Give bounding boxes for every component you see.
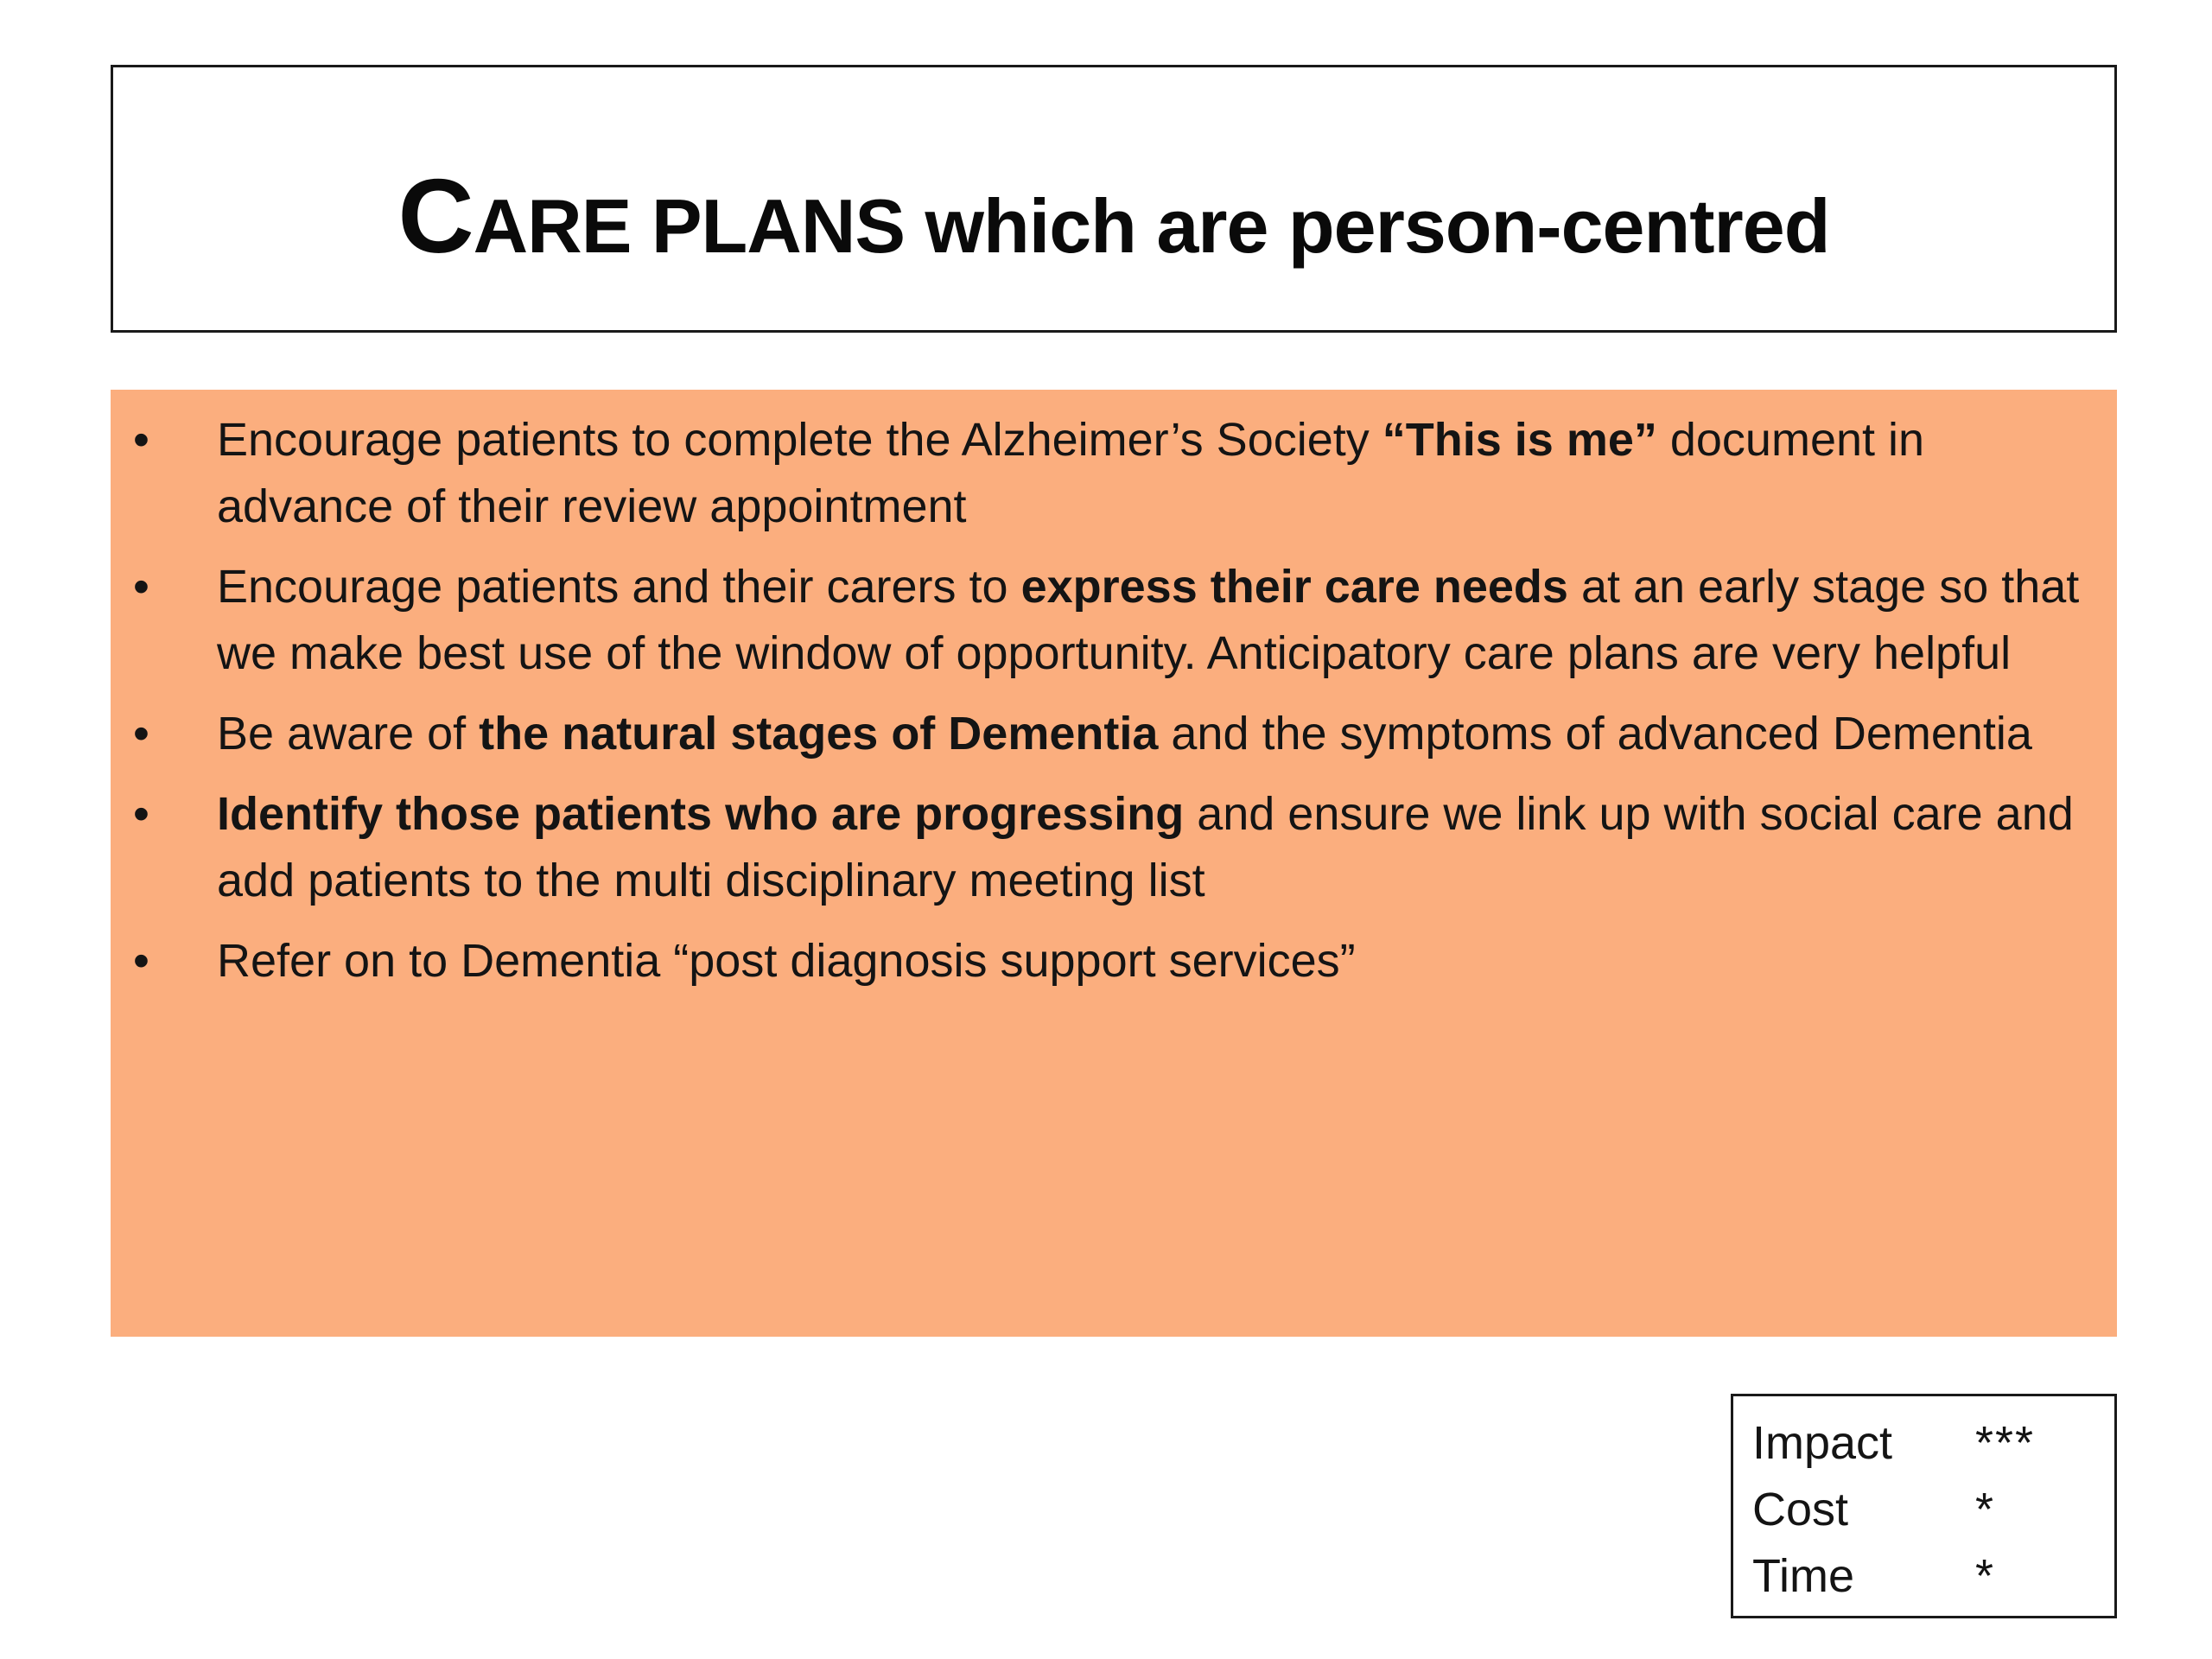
slide-title [397, 156, 1829, 276]
bullet-emphasis: “This is me” [1382, 414, 1657, 466]
bullet-icon: • [133, 561, 149, 613]
bullet-text: document in advance of their review appointment [217, 414, 1925, 532]
bullet-emphasis: the natural stages of Dementia [479, 708, 1159, 760]
bullet-item [111, 781, 2096, 914]
bullet-item [111, 407, 2096, 540]
title-rest: ARE PLANS which are person-centred [473, 183, 1830, 269]
rating-label: Impact [1752, 1417, 1893, 1469]
bullet-text: and the symptoms of advanced Dementia [1158, 708, 2032, 760]
bullet-item [111, 928, 2096, 995]
bullet-text: at an early stage so that we make best use of the window of opportunity. Anticipatory care plans are very helpful [217, 561, 2080, 679]
title-box [111, 65, 2117, 333]
bullet-emphasis: express their care needs [1020, 561, 1568, 613]
bullet-icon: • [133, 708, 149, 760]
bullet-icon: • [133, 788, 149, 840]
bullet-text: Encourage patients to complete the Alzheimer’s Society [217, 414, 1382, 466]
bullet-emphasis: Identify those patients who are progressing [217, 788, 1185, 840]
content-panel [111, 390, 2117, 1337]
bullet-item [111, 554, 2096, 687]
rating-label: Cost [1752, 1484, 1849, 1535]
bullet-text: and ensure we link up with social care and add patients to the multi disciplinary meeting list [217, 788, 2074, 906]
rating-box [1731, 1394, 2117, 1618]
title-first-letter: C [397, 157, 474, 275]
bullet-icon: • [133, 935, 149, 987]
rating-stars: * [1975, 1550, 1996, 1602]
bullet-list [111, 407, 2096, 995]
rating-row-impact [1752, 1410, 2114, 1477]
rating-stars: * [1975, 1484, 1996, 1535]
rating-label: Time [1752, 1550, 1854, 1602]
bullet-text: Encourage patients and their carers to [217, 561, 1021, 613]
bullet-text: Refer on to Dementia “post diagnosis support services” [217, 935, 1356, 987]
bullet-icon: • [133, 414, 149, 466]
bullet-item [111, 701, 2096, 767]
bullet-text: Be aware of [217, 708, 480, 760]
rating-stars: *** [1975, 1417, 2036, 1469]
rating-row-cost [1752, 1477, 2114, 1543]
rating-row-time [1752, 1543, 2114, 1610]
